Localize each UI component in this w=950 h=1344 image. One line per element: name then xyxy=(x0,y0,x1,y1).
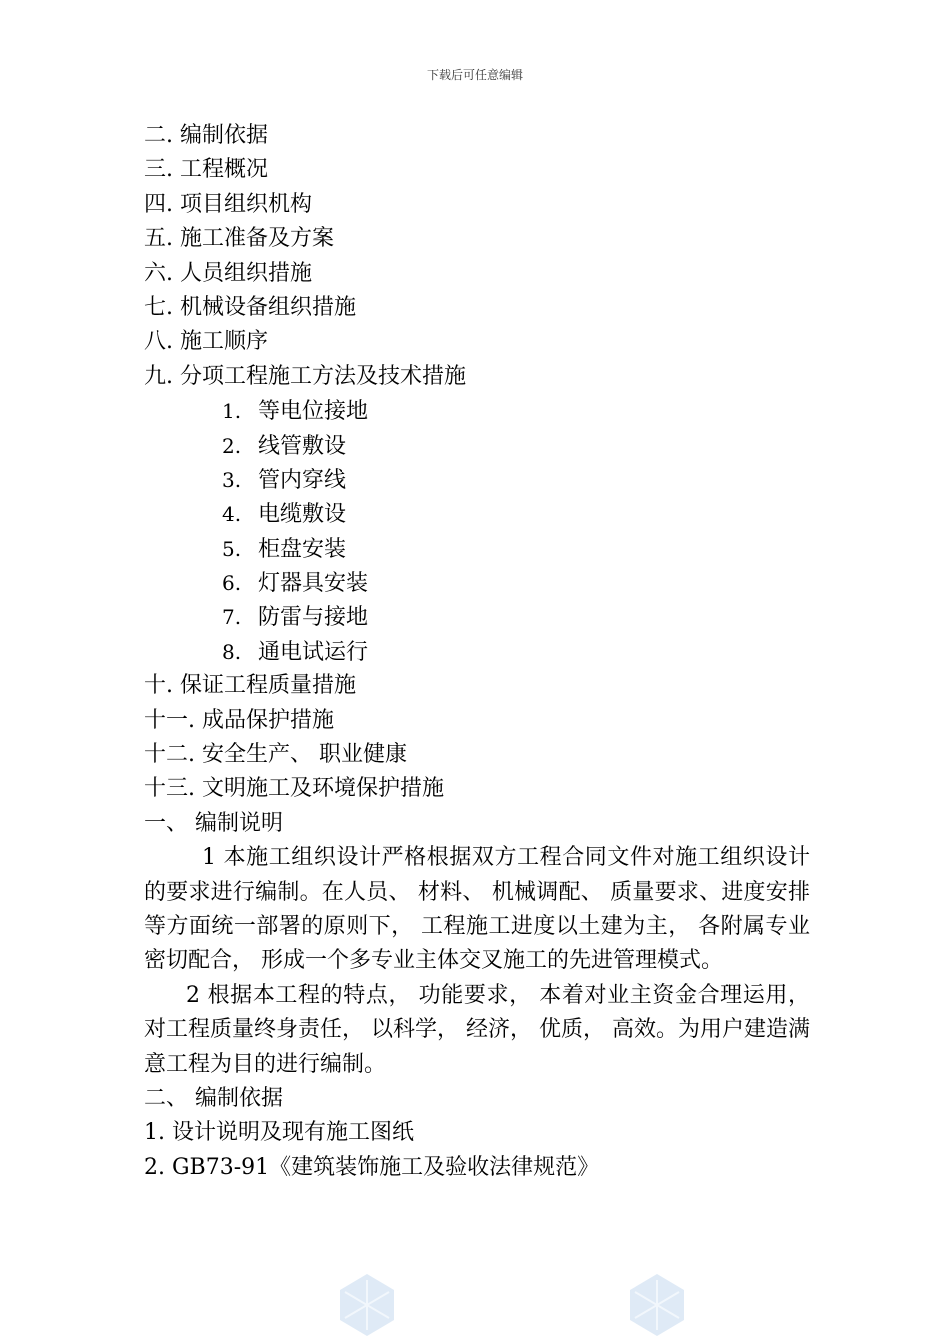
subitem-text: 防雷与接地 xyxy=(258,605,369,631)
toc-subitem xyxy=(144,429,810,463)
subitem-number: 5. xyxy=(222,536,242,561)
subitem-text: 管内穿线 xyxy=(258,467,347,493)
body-paragraph: 2 根据本工程的特点， 功能要求， 本着对业主资金合理运用， 对工程质量终身责任， 以科学， 经济， 优质， 高效。为用户建造满意工程为目的进行编制。 xyxy=(144,982,810,1077)
subitem-number: 6. xyxy=(222,571,242,596)
toc-subitem xyxy=(144,394,810,428)
toc-item: 十. 保证工程质量措施 xyxy=(144,673,356,699)
toc-subitem xyxy=(144,600,810,634)
toc-item: 十三. 文明施工及环境保护措施 xyxy=(144,776,444,802)
toc-subitem xyxy=(144,532,810,566)
toc-item: 五. 施工准备及方案 xyxy=(144,226,334,252)
subitem-number: 1. xyxy=(222,399,242,424)
page-header: 下载后可任意编辑 xyxy=(426,68,523,82)
toc-item: 八. 施工顺序 xyxy=(144,329,268,355)
subitem-number: 2. xyxy=(222,433,242,458)
body-paragraph: 1 本施工组织设计严格根据双方工程合同文件对施工组织设计的要求进行编制。在人员、 材料、 机械调配、 质量要求、进度安排等方面统一部署的原则下， 工程施工进度以土建为主， 各附属专业密切配合， 形成一个多专业主体交叉施工的先进管理模式。 xyxy=(144,845,810,974)
toc-item: 二. 编制依据 xyxy=(144,123,268,148)
toc-item: 十一. 成品保护措施 xyxy=(144,707,334,733)
section-heading: 二、 编制依据 xyxy=(144,1086,283,1112)
toc-subitem xyxy=(144,497,810,531)
toc-subitem xyxy=(144,463,810,497)
toc-subitem xyxy=(144,635,810,669)
reference-item: 2. GB73-91《建筑装饰施工及验收法律规范》 xyxy=(144,1154,600,1180)
subitem-text: 线管敷设 xyxy=(258,433,347,459)
subitem-text: 通电试运行 xyxy=(258,639,369,665)
toc-item: 四. 项目组织机构 xyxy=(144,191,312,217)
section-heading: 一、 编制说明 xyxy=(144,810,283,836)
subitem-text: 柜盘安装 xyxy=(258,536,347,562)
reference-item: 1. 设计说明及现有施工图纸 xyxy=(144,1120,414,1146)
subitem-text: 等电位接地 xyxy=(258,399,369,425)
subitem-number: 8. xyxy=(222,639,242,664)
toc-subitem xyxy=(144,566,810,600)
subitem-text: 电缆敷设 xyxy=(258,502,347,528)
toc-item: 六. 人员组织措施 xyxy=(144,260,312,286)
document-body xyxy=(144,119,810,1185)
snowflake-watermark-icon xyxy=(332,1270,402,1340)
subitem-number: 7. xyxy=(222,605,242,630)
toc-item: 三. 工程概况 xyxy=(144,157,268,183)
toc-item: 九. 分项工程施工方法及技术措施 xyxy=(144,363,466,389)
subitem-text: 灯器具安装 xyxy=(258,571,369,597)
subitem-number: 3. xyxy=(222,467,242,492)
subitem-number: 4. xyxy=(222,502,242,527)
snowflake-watermark-icon xyxy=(622,1270,692,1340)
toc-item: 十二. 安全生产、 职业健康 xyxy=(144,742,407,768)
toc-item: 七. 机械设备组织措施 xyxy=(144,294,356,320)
